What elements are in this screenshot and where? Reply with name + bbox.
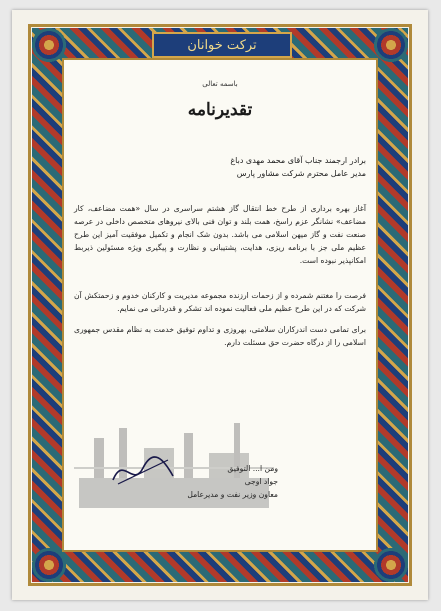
signature-block <box>187 462 278 501</box>
addressee-name: برادر ارجمند جناب آقای محمد مهدی دباغ <box>230 156 366 165</box>
signature-scribble-icon <box>108 450 178 490</box>
paragraph-3: برای تمامی دست اندرکاران سلامتی، بهروزی و تداوم توفیق خدمت به نظام مقدس جمهوری اسلامی را از درگاه حضرت حق مسئلت دارم. <box>74 325 366 347</box>
certificate-page <box>12 10 428 600</box>
corner-ornament-icon <box>32 28 66 62</box>
signer-title: معاون وزیر نفت و مدیرعامل <box>187 490 278 499</box>
addressee-title: مدیر عامل محترم شرکت مشاور پارس <box>236 169 366 178</box>
closing-phrase: ومن ا... التوفیق <box>227 464 278 473</box>
paragraph-1: آغاز بهره برداری از طرح خط انتقال گاز هشتم سراسری در سال «همت مضاعف، کار مضاعف» نشانگر عزم راسخ، همت بلند و توان فنی بالای نیروهای متخصص داخلی در عرصه صنعت نفت و گاز میهن اسلامی می باشد. بدون شک انجام و تکمیل موفقیت آمیز این طرح عظیم ملی جز با برنامه ریزی، هدایت، پشتیبانی و نظارت و پیگیری ویژه مسئولین ذیربط امکانپذیر نبوده است. <box>74 204 366 265</box>
corner-ornament-icon <box>374 28 408 62</box>
bismillah: باسمه تعالی <box>202 80 238 88</box>
letter-heading: تقدیرنامه <box>187 100 253 120</box>
signer-name: جواد اوجی <box>244 477 278 486</box>
corner-ornament-icon <box>374 548 408 582</box>
frame-title-plate: ترکت خوانان <box>152 32 292 58</box>
paragraph-2: فرصت را مغتنم شمرده و از زحمات ارزنده مجموعه مدیریت و کارکنان خدوم و زحمتکش آن شرکت که در این طرح عظیم ملی فعالیت نموده اند تشکر و قدردانی می نمایم. <box>74 291 366 313</box>
corner-ornament-icon <box>32 548 66 582</box>
addressee-block <box>74 154 366 180</box>
